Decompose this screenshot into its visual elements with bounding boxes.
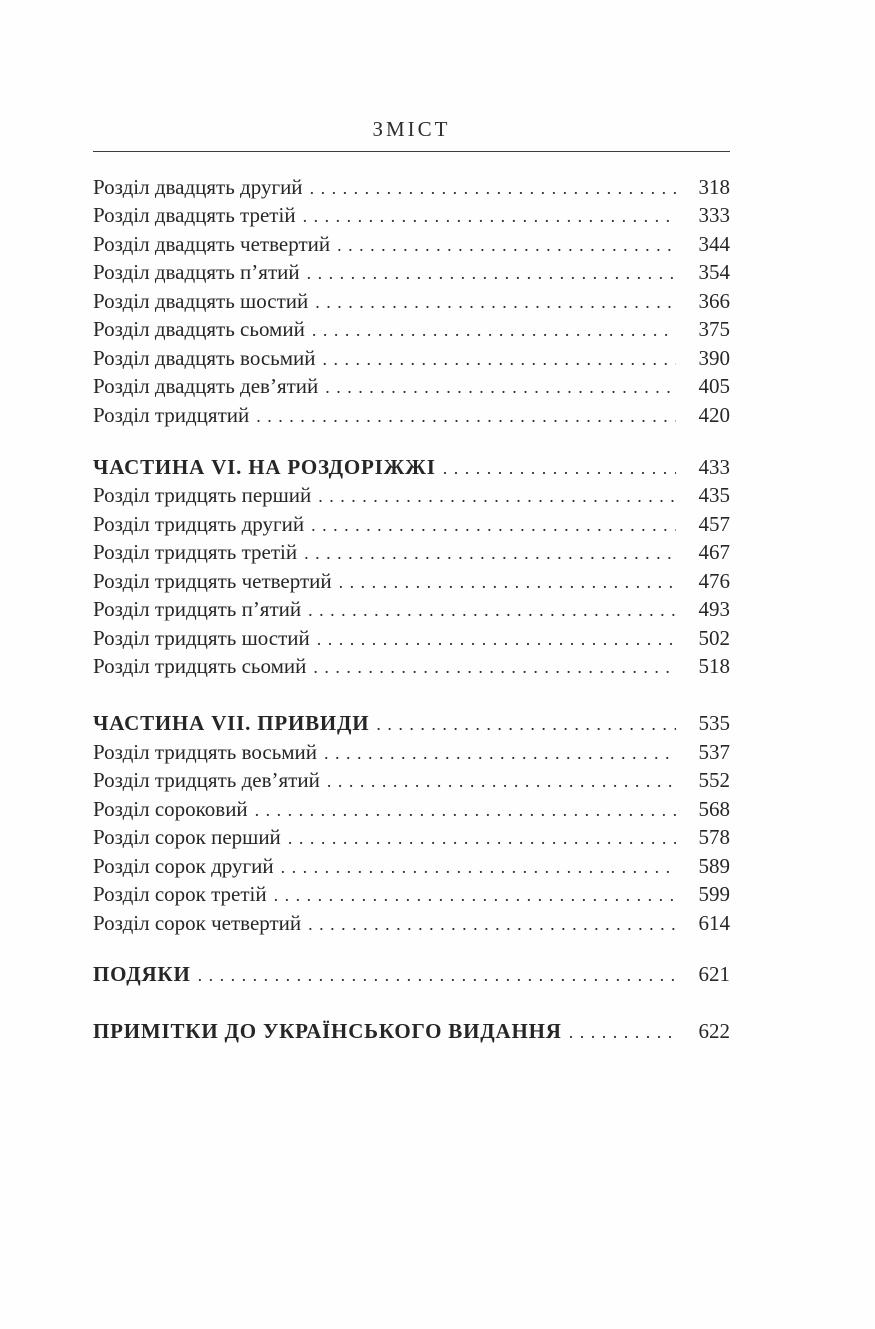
toc-entry-page: 589 (698, 853, 730, 878)
toc-entry (93, 258, 730, 286)
dot-leader (339, 567, 676, 596)
toc-entry-page: 457 (698, 511, 730, 536)
toc-backmatter-page: 621 (698, 961, 730, 986)
toc-entry-page: 614 (698, 910, 730, 935)
toc-backmatter-entry (93, 960, 730, 988)
toc-entry-label: Розділ тридцять четвертий (93, 568, 332, 593)
toc-entry-label: Розділ двадцять другий (93, 175, 303, 199)
toc-entry-label: Розділ двадцять третій (93, 203, 296, 228)
dot-leader (569, 1017, 676, 1046)
dot-leader (315, 287, 676, 316)
toc-backmatter-label: ПРИМІТКИ ДО УКРАЇНСЬКОГО ВИДАННЯ (93, 1019, 562, 1044)
dot-leader (304, 538, 676, 567)
toc-entry (93, 567, 730, 595)
dot-leader (288, 823, 676, 852)
toc-section-heading-label: ЧАСТИНА VII. ПРИВИДИ (93, 711, 370, 736)
dot-leader (313, 652, 676, 681)
toc-entry-page: 518 (698, 654, 730, 678)
dot-leader (274, 880, 676, 909)
dot-leader (281, 852, 676, 881)
toc-entry (93, 173, 730, 201)
toc-entry-page: 405 (698, 374, 730, 399)
dot-leader (317, 624, 676, 653)
toc-section-heading-label: ЧАСТИНА VI. НА РОЗДОРІЖЖІ (93, 454, 436, 479)
toc-entry-label: Розділ двадцять дев’ятий (93, 374, 319, 399)
toc-entry-page: 537 (698, 739, 730, 764)
toc-entry (93, 372, 730, 400)
toc-backmatter-entry (93, 1017, 730, 1045)
toc-entry-page: 366 (698, 288, 730, 313)
toc-entry-label: Розділ двадцять сьомий (93, 317, 305, 342)
toc-entry (93, 595, 730, 623)
dot-leader (337, 230, 676, 259)
toc-entry-label: Розділ двадцять п’ятий (93, 260, 300, 285)
toc-entry (93, 880, 730, 908)
toc-entry (93, 401, 730, 429)
dot-leader (310, 173, 676, 202)
toc-entry-label: Розділ тридцять третій (93, 540, 298, 565)
toc-entry (93, 344, 730, 372)
toc-entry-label: Розділ тридцять п’ятий (93, 597, 302, 622)
dot-leader (327, 766, 676, 795)
toc-entry (93, 315, 730, 343)
toc-entry-page: 578 (698, 825, 730, 850)
dot-leader (376, 709, 676, 738)
toc-section-heading-page: 433 (698, 454, 730, 479)
toc-entry-page: 354 (698, 260, 730, 285)
toc-entry-page: 390 (698, 345, 730, 370)
toc-entry (93, 795, 730, 823)
toc-entry (93, 823, 730, 851)
toc-entry-page: 568 (698, 796, 730, 821)
dot-leader (303, 201, 676, 230)
dot-leader (308, 595, 676, 624)
toc-entry-page: 493 (698, 597, 730, 622)
toc-entry (93, 738, 730, 766)
toc-entry-page: 333 (698, 203, 730, 228)
dot-leader (255, 795, 676, 824)
page-title: ЗМІСТ (372, 117, 451, 141)
toc-entry (93, 201, 730, 229)
toc-entry-page: 599 (698, 882, 730, 907)
toc-entry (93, 766, 730, 794)
toc-section-heading (93, 709, 730, 737)
toc-entry-label: Розділ тридцять шостий (93, 625, 310, 650)
toc-entry-page: 318 (698, 175, 730, 199)
toc-entry-page: 476 (698, 568, 730, 593)
dot-leader (198, 960, 676, 989)
dot-leader (256, 401, 676, 430)
toc-entry (93, 652, 730, 680)
toc-entry-label: Розділ сороковий (93, 796, 248, 821)
toc-entry-page: 420 (698, 402, 730, 427)
dot-leader (443, 453, 676, 482)
dot-leader (318, 481, 676, 510)
toc-entry-label: Розділ тридцять сьомий (93, 654, 307, 678)
toc-entry (93, 909, 730, 937)
toc-section-heading-page: 535 (698, 711, 730, 736)
toc-entry-label: Розділ сорок перший (93, 825, 281, 850)
toc-entry-label: Розділ двадцять шостий (93, 288, 309, 313)
toc-entry-label: Розділ тридцять перший (93, 483, 312, 508)
toc-entry-page: 552 (698, 768, 730, 793)
toc-entry (93, 510, 730, 538)
toc-entry-label: Розділ тридцять дев’ятий (93, 768, 320, 793)
dot-leader (312, 315, 676, 344)
toc-entry (93, 481, 730, 509)
toc-entry-page: 435 (698, 483, 730, 508)
table-of-contents (93, 173, 730, 1046)
toc-entry-label: Розділ тридцять восьмий (93, 739, 318, 764)
dot-leader (325, 372, 676, 401)
toc-entry-label: Розділ сорок другий (93, 853, 274, 878)
toc-entry-label: Розділ двадцять восьмий (93, 345, 316, 370)
header-rule (93, 151, 730, 152)
toc-backmatter-page: 622 (698, 1019, 730, 1044)
toc-entry (93, 624, 730, 652)
toc-entry (93, 852, 730, 880)
toc-entry-label: Розділ тридцять другий (93, 511, 305, 536)
dot-leader (324, 738, 676, 767)
dot-leader (311, 510, 676, 539)
toc-backmatter-label: ПОДЯКИ (93, 961, 191, 986)
toc-entry-label: Розділ тридцятий (93, 402, 250, 427)
toc-entry (93, 538, 730, 566)
toc-entry-page: 467 (698, 540, 730, 565)
toc-section-heading (93, 453, 730, 481)
toc-entry (93, 230, 730, 258)
toc-entry-page: 375 (698, 317, 730, 342)
toc-entry-label: Розділ сорок третій (93, 882, 267, 907)
toc-entry-page: 502 (698, 625, 730, 650)
dot-leader (307, 258, 676, 287)
toc-entry (93, 287, 730, 315)
dot-leader (308, 909, 676, 938)
dot-leader (323, 344, 676, 373)
toc-entry-label: Розділ двадцять четвертий (93, 231, 331, 256)
toc-entry-label: Розділ сорок четвертий (93, 910, 302, 935)
toc-entry-page: 344 (698, 231, 730, 256)
